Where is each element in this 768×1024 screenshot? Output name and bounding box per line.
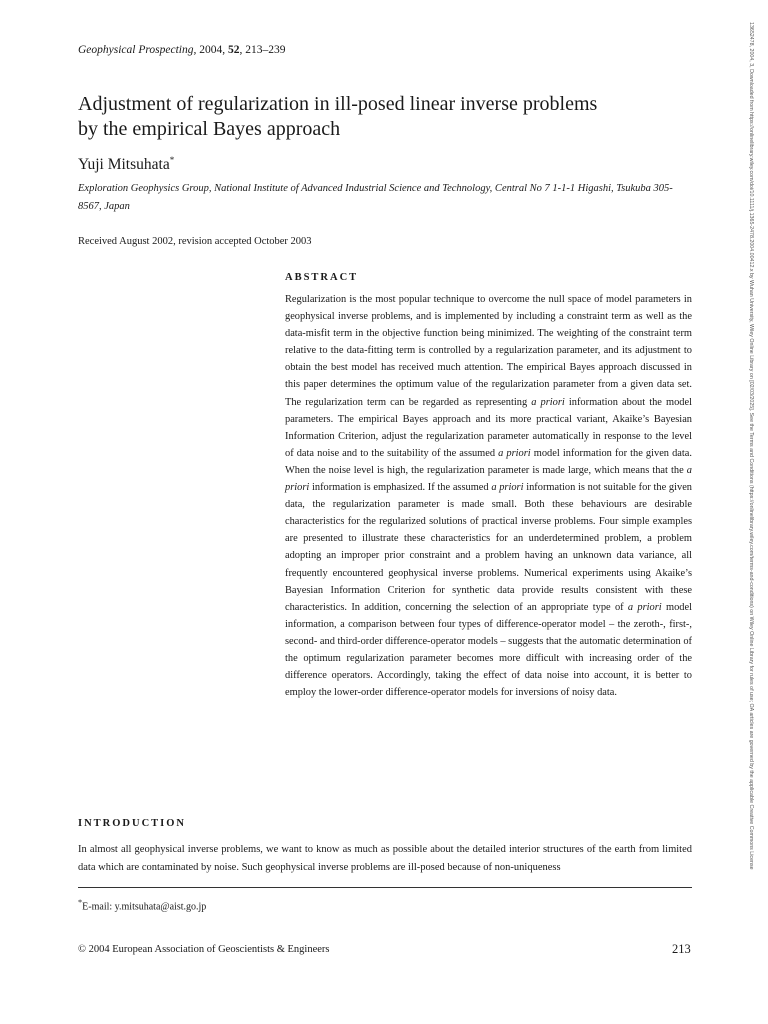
abstract-text-6: model information, a comparison between four types of difference-operator model – the zeroth-, first-, second- and third-order difference-operator models – suggests that the automatic determination of the optimum regularization parameter becomes more difficult with increasing order of the difference operators. Accordingly, taking the effect of data noise into account, it is better to employ the lower-order difference-operator models for inversions of noisy data. [285,601,692,699]
journal-year: 2004, [196,44,229,56]
received-dates: Received August 2002, revision accepted October 2003 [78,236,312,247]
affiliation: Exploration Geophysics Group, National Institute of Advanced Industrial Science and Technology, Central No 7 1-1-1 Higashi, Tsukuba 305-8567, Japan [78,183,673,212]
abstract-heading: ABSTRACT [285,272,359,283]
abstract-emphasis-1: a priori [531,396,565,408]
page-number: 213 [672,942,691,956]
copyright: © 2004 European Association of Geoscientists & Engineers [78,944,330,955]
title-line-1: Adjustment of regularization in ill-posed linear inverse problems [78,93,598,115]
title-line-2: by the empirical Bayes approach [78,118,341,140]
paper-title [78,92,698,142]
introduction-body: In almost all geophysical inverse problems, we want to know as much as possible about the detailed interior structures of the earth from limited data which are contaminated by noise. Such geophysical inverse problems are ill-posed because of non-uniqueness [78,844,692,873]
abstract-text-5: information is not suitable for the given data, the regularization parameter is made small. Both these behaviours are desirable characteristics for the regularized solutions of practical inverse problems. Four simple examples are presented to illustrate these characteristics for an underdetermined problem, a problem adopting an improper prior constraint and a problem having an unknown data variance, all frequently encountered geophysical inverse problems. Numerical experiments using Akaike’s Bayesian Information Criterion for synthetic data provide results consistent with these characteristics. In addition, concerning the selection of an appropriate type of [285,482,692,613]
footnote [78,898,206,912]
download-notice-text: 13652478, 2004, 3, Downloaded from https://onlinelibrary.wiley.com/doi/10.1111/j.1365-2478.2004.00412.x by Wuhan University, Wiley Online Library on [02/03/2025]. See the Terms and Conditions (https://onlinelibrary.wiley.com/terms-and-conditions) on Wiley Online Library for rules of use; OA articles are governed by the applicable Creative Commons License [748,22,754,870]
abstract-emphasis-3: a priori [285,464,692,494]
author-footnote-mark: * [169,154,175,165]
footnote-divider [78,887,692,888]
journal-name: Geophysical Prospecting, [78,44,197,56]
download-notice-sidebar [746,22,756,1007]
abstract-emphasis-2: a priori [498,447,531,459]
introduction-heading: INTRODUCTION [78,818,187,829]
footnote-email[interactable]: E-mail: y.mitsuhata@aist.go.jp [82,901,207,913]
journal-volume: 52 [228,44,240,56]
journal-citation [78,44,286,56]
abstract-text-2: information about the model parameters. The empirical Bayes approach and its more practical variant, Akaike’s Bayesian Information Criterion, adjust the regularization parameter automatically in response to the level of data noise and to the suitability of the assumed [285,396,692,459]
abstract-body [285,291,692,701]
abstract-text-3: model information for the given data. When the noise level is high, the regularization parameter is made large, which means that the [285,447,692,476]
abstract-text-4: information is emphasized. If the assumed [309,482,492,494]
footnote-mark: * [78,898,83,907]
author-name: Yuji Mitsuhata [78,156,170,173]
abstract-emphasis-4: a priori [491,482,524,494]
author [78,156,174,174]
abstract-emphasis-5: a priori [627,601,662,613]
abstract-text-1: Regularization is the most popular technique to overcome the null space of model parameters in geophysical inverse problems, and is implemented by including a constraint term as well as the data-misfit term in the objective function being minimized. The weighting of the constraint term relative to the data-fitting term is controlled by a regularization parameter, and its adjustment to obtain the best model has received much attention. The empirical Bayes approach discussed in this paper determines the optimum value of the regularization parameter from a given data set. The regularization term can be regarded as representing [285,294,692,408]
journal-pages: , 213–239 [239,44,286,56]
